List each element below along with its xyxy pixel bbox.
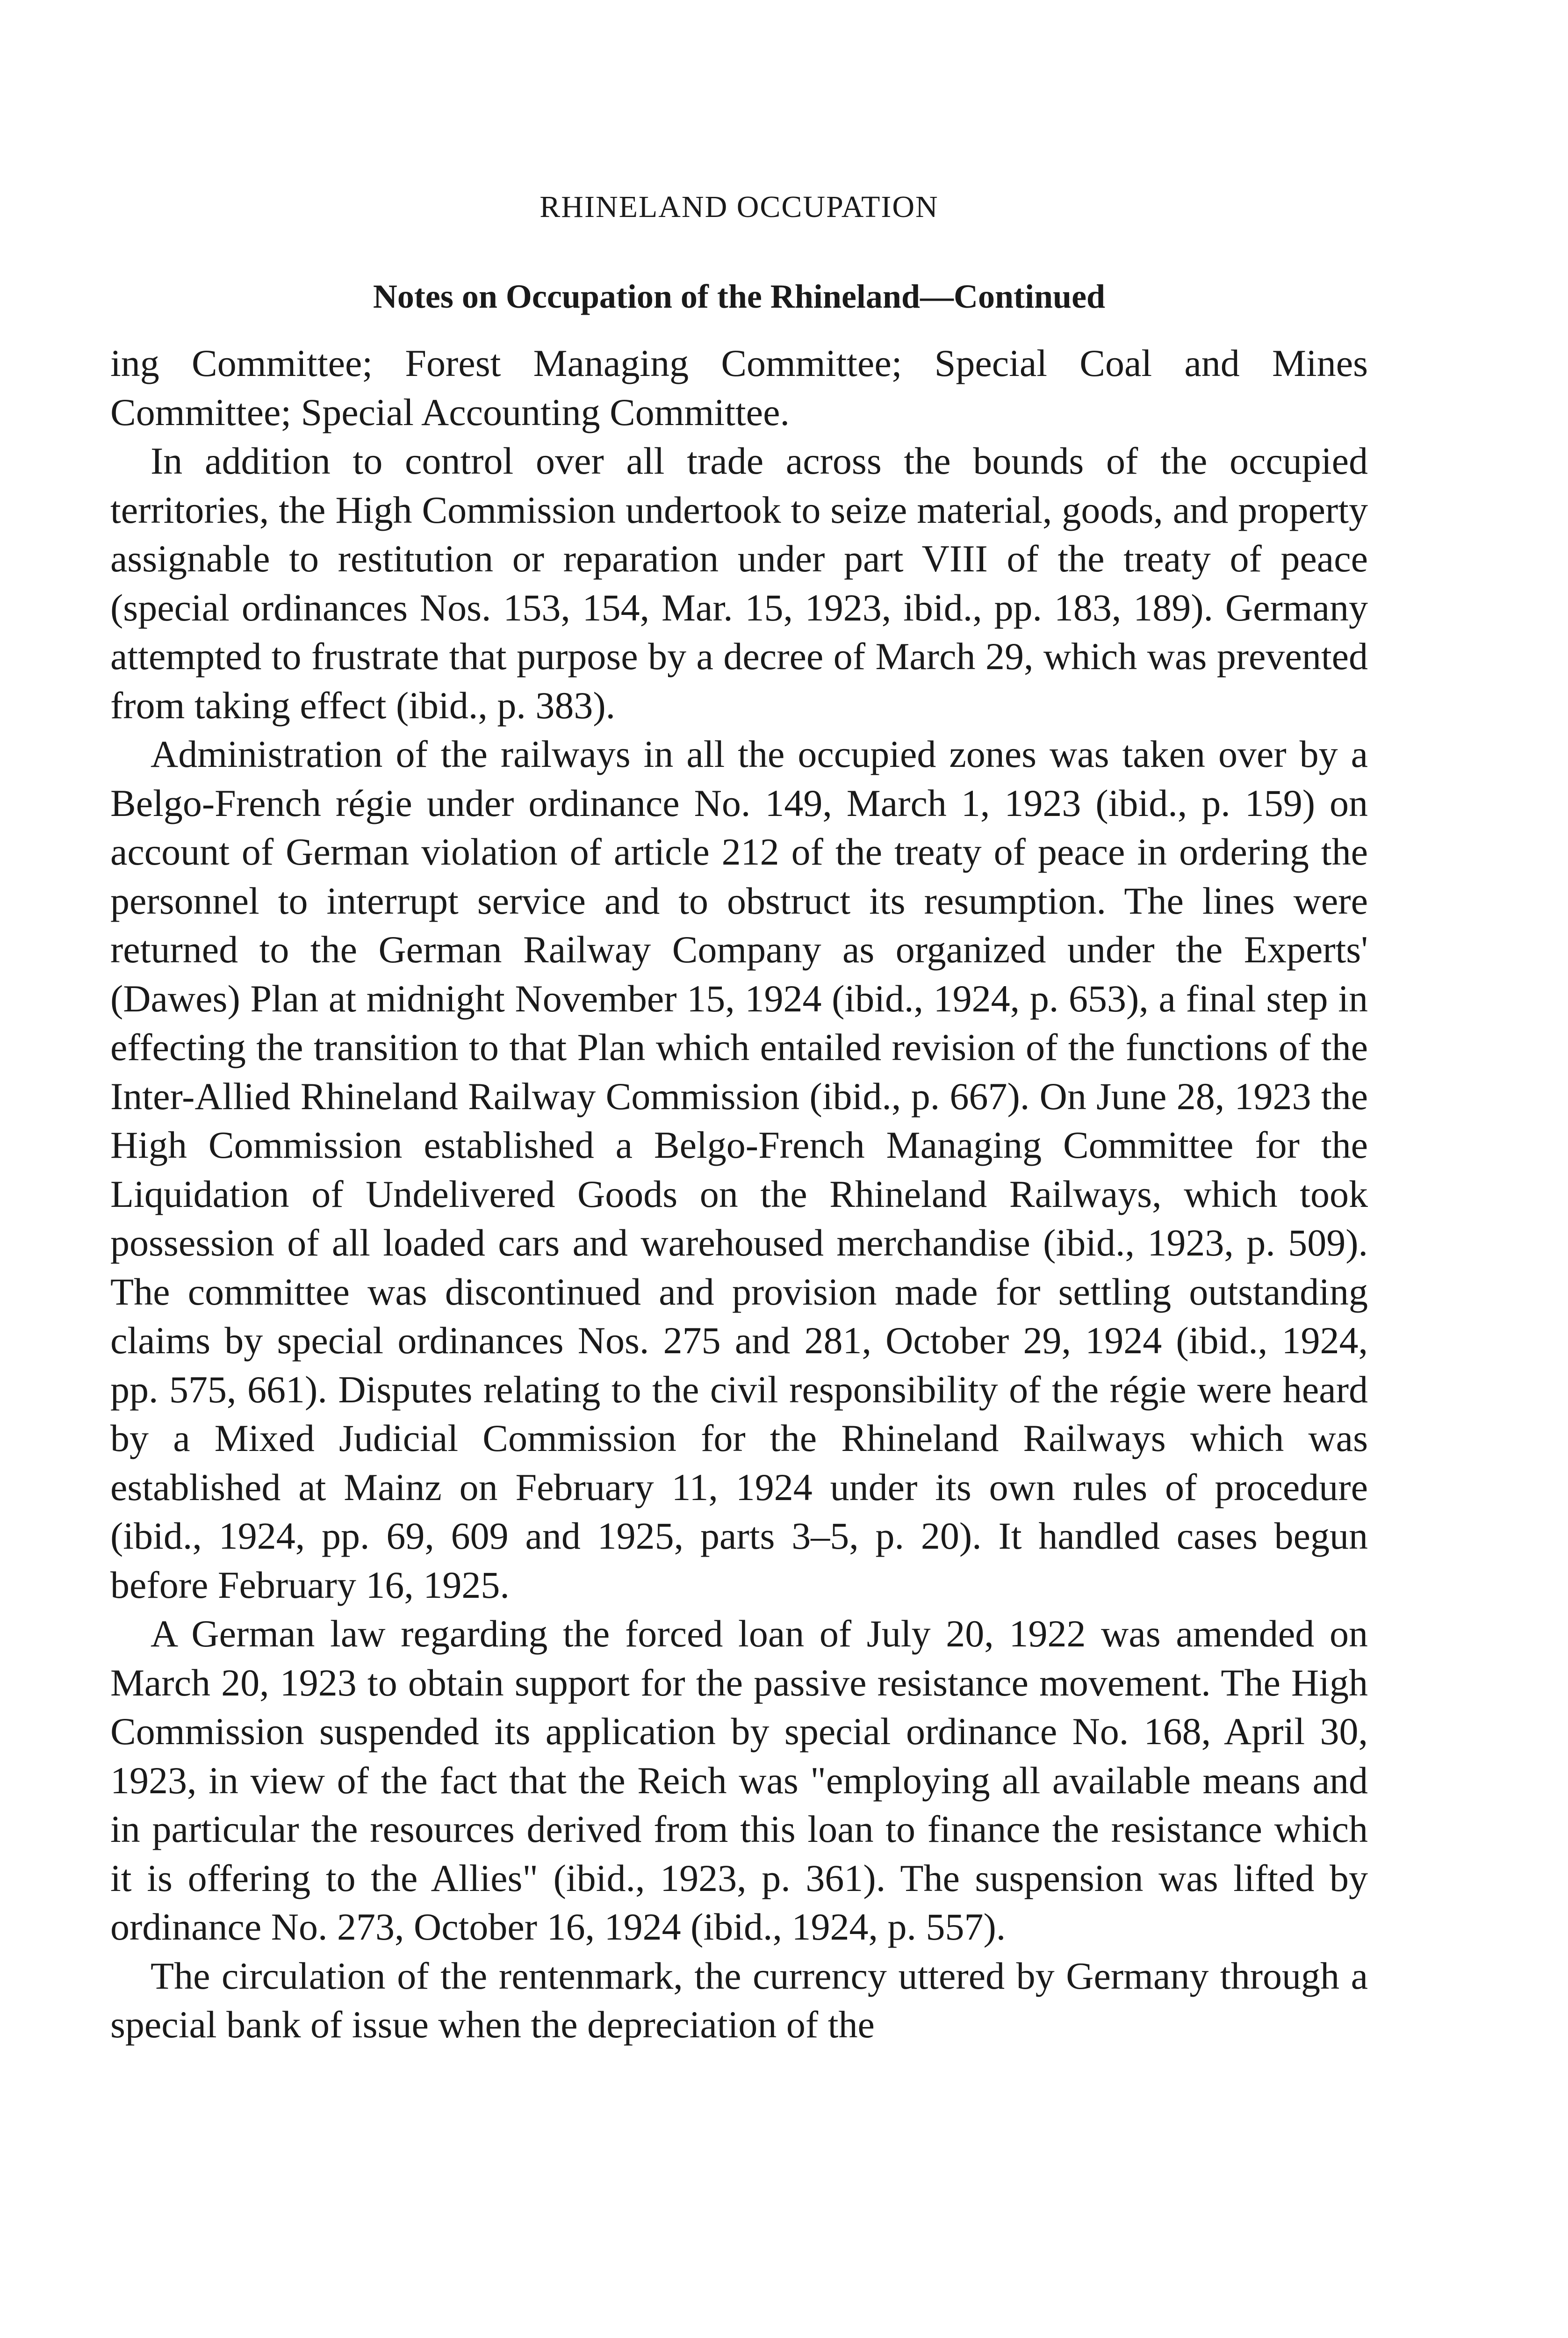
section-title: Notes on Occupation of the Rhineland—Continued: [373, 278, 1106, 315]
paragraph-seizure-of-material: In addition to control over all trade across the bounds of the occupied territories, the High Commission undertook to seize material, goods, and property assignable to restitution or reparation under part VIII of the treaty of peace (special ordinances Nos. 153, 154, Mar. 15, 1923, ibid., pp. 183, 189). Germany attempted to frustrate that purpose by a decree of March 29, which was prevented from taking effect (ibid., p. 383).: [110, 440, 1368, 727]
paragraph-railway-administration: Administration of the railways in all the occupied zones was taken over by a Belgo-French régie under ordinance No. 149, March 1, 1923 (ibid., p. 159) on account of German violation of article 212 of the treaty of peace in ordering the personnel to interrupt service and to obstruct its resumption. The lines were returned to the German Railway Company as organized under the Experts' (Dawes) Plan at midnight November 15, 1924 (ibid., 1924, p. 653), a final step in effecting the transition to that Plan which entailed revision of the functions of the Inter-Allied Rhineland Railway Commission (ibid., p. 667). On June 28, 1923 the High Commission established a Belgo-French Managing Committee for the Liquidation of Undelivered Goods on the Rhineland Railways, which took possession of all loaded cars and warehoused merchandise (ibid., 1923, p. 509). The committee was discontinued and provision made for settling outstanding claims by special ordinances Nos. 275 and 281, October 29, 1924 (ibid., 1924, pp. 575, 661). Disputes relating to the civil responsibility of the régie were heard by a Mixed Judicial Commission for the Rhineland Railways which was established at Mainz on February 11, 1924 under its own rules of procedure (ibid., 1924, pp. 69, 609 and 1925, parts 3–5, p. 20). It handled cases begun before February 16, 1925.: [110, 733, 1368, 1606]
running-head: RHINELAND OCCUPATION: [539, 190, 939, 224]
paragraph-continued: ing Committee; Forest Managing Committee; Special Coal and Mines Committee; Special Accounting Committee.: [110, 342, 1368, 433]
paragraph-rentenmark: The circulation of the rentenmark, the currency uttered by Germany through a special bank of issue when the depreciation of the: [110, 1954, 1368, 2046]
paragraph-forced-loan: A German law regarding the forced loan of July 20, 1922 was amended on March 20, 1923 to obtain support for the passive resistance movement. The High Commission suspended its application by special ordinance No. 168, April 30, 1923, in view of the fact that the Reich was "employing all available means and in particular the resources derived from this loan to finance the resistance which it is offering to the Allies" (ibid., 1923, p. 361). The suspension was lifted by ordinance No. 273, October 16, 1924 (ibid., 1924, p. 557).: [110, 1612, 1368, 1948]
body-text: [110, 339, 1368, 2049]
